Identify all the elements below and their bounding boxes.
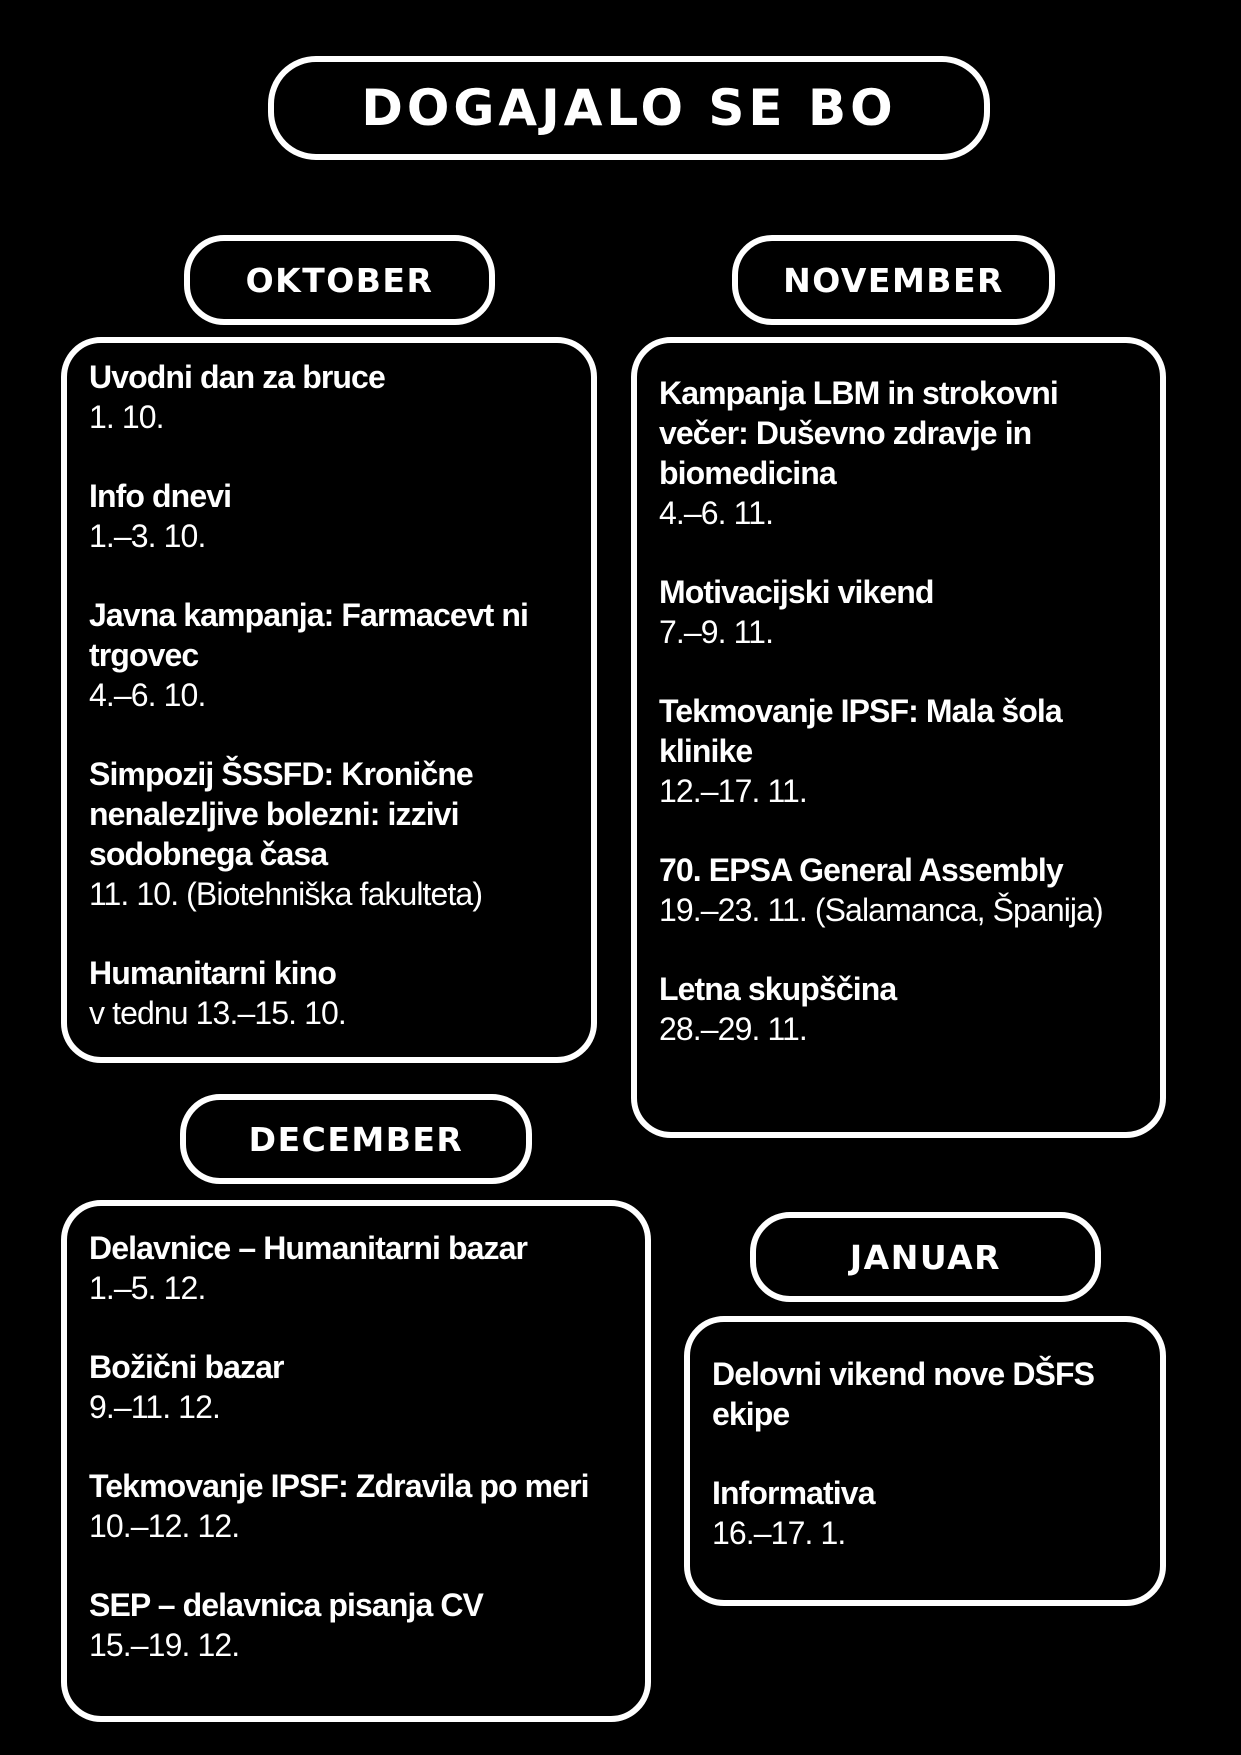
event-item (89, 1466, 625, 1546)
event-item (89, 1585, 625, 1665)
event-date: 10.–12. 12. (89, 1508, 240, 1544)
event-title: Delavnice – Humanitarni bazar (89, 1230, 528, 1266)
event-date: 16.–17. 1. (712, 1515, 846, 1551)
event-date: 1.–3. 10. (89, 518, 206, 554)
event-date: 1.–5. 12. (89, 1270, 206, 1306)
event-item (89, 595, 571, 715)
page-title: DOGAJALO SE BO (268, 56, 990, 160)
event-title: Božični bazar (89, 1349, 284, 1385)
event-title: Motivacijski vikend (659, 574, 934, 610)
event-title: Letna skupščina (659, 971, 897, 1007)
event-item (89, 357, 571, 437)
event-item (712, 1473, 1140, 1553)
event-title: Info dnevi (89, 478, 232, 514)
event-item (89, 1228, 625, 1308)
event-item (659, 572, 1140, 652)
event-date: 12.–17. 11. (659, 773, 807, 809)
event-title: Kampanja LBM in strokovni večer: Duševno zdravje in biomedicina (659, 375, 1058, 491)
events-box-november (631, 337, 1166, 1138)
month-header-oktober: OKTOBER (184, 235, 495, 325)
event-item (659, 373, 1140, 533)
event-date: 4.–6. 10. (89, 677, 206, 713)
month-header-december: DECEMBER (180, 1094, 532, 1184)
event-title: Javna kampanja: Farmacevt ni trgovec (89, 597, 529, 673)
event-date: 9.–11. 12. (89, 1389, 220, 1425)
event-item (89, 953, 571, 1033)
event-item (89, 754, 571, 914)
events-box-december (61, 1200, 651, 1722)
events-box-januar (684, 1316, 1166, 1606)
event-item (659, 691, 1140, 811)
event-item (89, 1347, 625, 1427)
event-date: 15.–19. 12. (89, 1627, 240, 1663)
event-date: 7.–9. 11. (659, 614, 774, 650)
event-title: Tekmovanje IPSF: Mala šola klinike (659, 693, 1062, 769)
event-date: 28.–29. 11. (659, 1011, 807, 1047)
event-date: 19.–23. 11. (Salamanca, Španija) (659, 892, 1103, 928)
month-header-november: NOVEMBER (732, 235, 1055, 325)
month-header-januar: JANUAR (750, 1212, 1101, 1302)
event-item (659, 969, 1140, 1049)
event-title: Simpozij ŠSSFD: Kronične nenalezljive bolezni: izzivi sodobnega časa (89, 756, 473, 872)
event-title: SEP – delavnica pisanja CV (89, 1587, 483, 1623)
event-item (659, 850, 1140, 930)
event-date: v tednu 13.–15. 10. (89, 995, 346, 1031)
event-item (89, 476, 571, 556)
event-title: 70. EPSA General Assembly (659, 852, 1063, 888)
event-title: Delovni vikend nove DŠFS ekipe (712, 1356, 1095, 1432)
event-date: 1. 10. (89, 399, 164, 435)
event-title: Humanitarni kino (89, 955, 336, 991)
event-date: 4.–6. 11. (659, 495, 774, 531)
event-title: Uvodni dan za bruce (89, 359, 385, 395)
events-box-oktober (61, 337, 597, 1063)
event-item (712, 1354, 1140, 1434)
event-title: Tekmovanje IPSF: Zdravila po meri (89, 1468, 589, 1504)
event-title: Informativa (712, 1475, 875, 1511)
event-date: 11. 10. (Biotehniška fakulteta) (89, 876, 483, 912)
